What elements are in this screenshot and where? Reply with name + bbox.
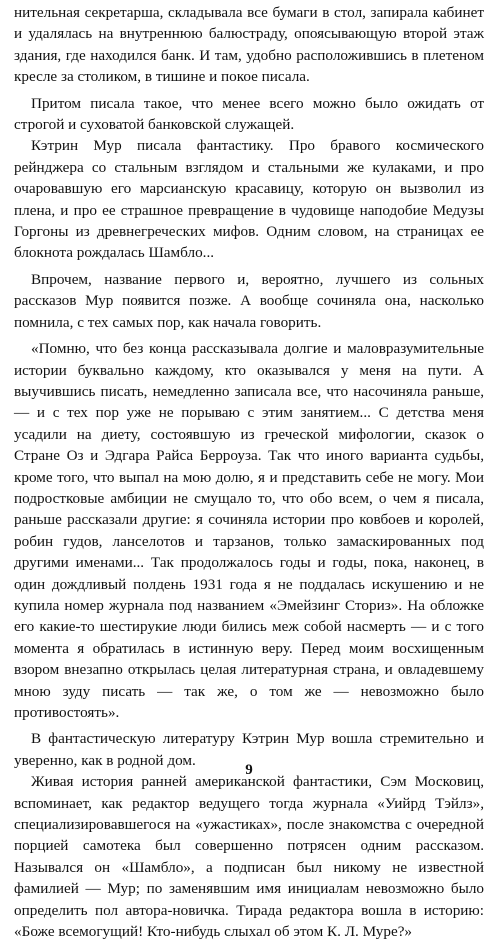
- paragraph-continuation: нительная секретарша, складывала все бумаги в стол, запирала кабинет и удалялась на внутреннюю балюстраду, опоясывающую второй этаж здания, где находился банк. И там, удобно расположившись в плетеном кресле за столиком, в тишине и покое писала.: [14, 4, 484, 86]
- quote-paragraph: «Помню, что без конца рассказывала долгие и маловразумительные истории буквально каждому, кто оказывался у меня на пути. А выучившись писать, немедленно записала все, что насочиняла раньше,— и с тех пор уже не порываю с этим занятием... С детства меня усадили на диету, состоявшую из греческой мифологии, сказок о Стране Оз и Эдгара Райса Берроуза. Так что иного варианта судьбы, кроме того, что выпал на мою долю, я и представить себе не могу. Мои подростковые амбиции не смущало то, что обо всем, о чем я писала, раньше рассказали другие: я сочиняла истории про ковбоев и королей, робин гудов, ланселотов и тарзанов, только замаскированных под другими именами... Так продолжалось годы и годы, пока, наконец, в один дождливый полдень 1931 года я не поддалась искушению и не купила номер журнала под названием «Эмейзинг Сториз». На обложке его какие-то шестирукие люди бились меж собой насмерть — и с того момента я обратилась в истинную веру. Перед моим восхищенным взором внезапно открылась целая литературная страна, и овладевшему мною зуду писать — так же, о том же — невозможно было противостоять».: [14, 340, 484, 721]
- body-text: [14, 2, 484, 942]
- paragraph: Впрочем, название первого и, вероятно, лучшего из сольных рассказов Мур появится позже. А вообще сочиняла она, насколько помнила, с тех самых пор, как начала говорить.: [14, 270, 484, 331]
- book-page: [14, 2, 484, 941]
- paragraph: Живая история ранней американской фантастики, Сэм Московиц, вспоминает, как редактор ведущего тогда журнала «Уийрд Тэйлз», специализировавшегося на «ужастиках», после знакомства с очередной порцией самотека был совершенно потрясен одним рассказом. Назывался он «Шамбло», а подписан был никому не известной фамилией — Мур; по заменявшим имя инициалам невозможно было определить пол автора-новичка. Тирада редактора вошла в историю: «Боже всемогущий! Кто-нибудь слыхал об этом К. Л. Муре?»: [14, 773, 484, 941]
- paragraph: Кэтрин Мур писала фантастику. Про бравого космического рейнджера со стальным взглядом и стальными же кулаками, и про очаровавшую его марсианскую красавицу, которую он вызволил из плена, и про ее страшное превращение в чудовище наподобие Медузы Горгоны из древнегреческих мифов. Одним словом, на страницах ее блокнота рождалась Шамбло...: [14, 137, 484, 262]
- page-number: 9: [245, 762, 253, 778]
- paragraph: Притом писала такое, что менее всего можно было ожидать от строгой и суховатой банковской служащей.: [14, 94, 484, 134]
- paragraph: В фантастическую литературу Кэтрин Мур вошла стремительно и уверенно, как в родной дом.: [14, 730, 484, 769]
